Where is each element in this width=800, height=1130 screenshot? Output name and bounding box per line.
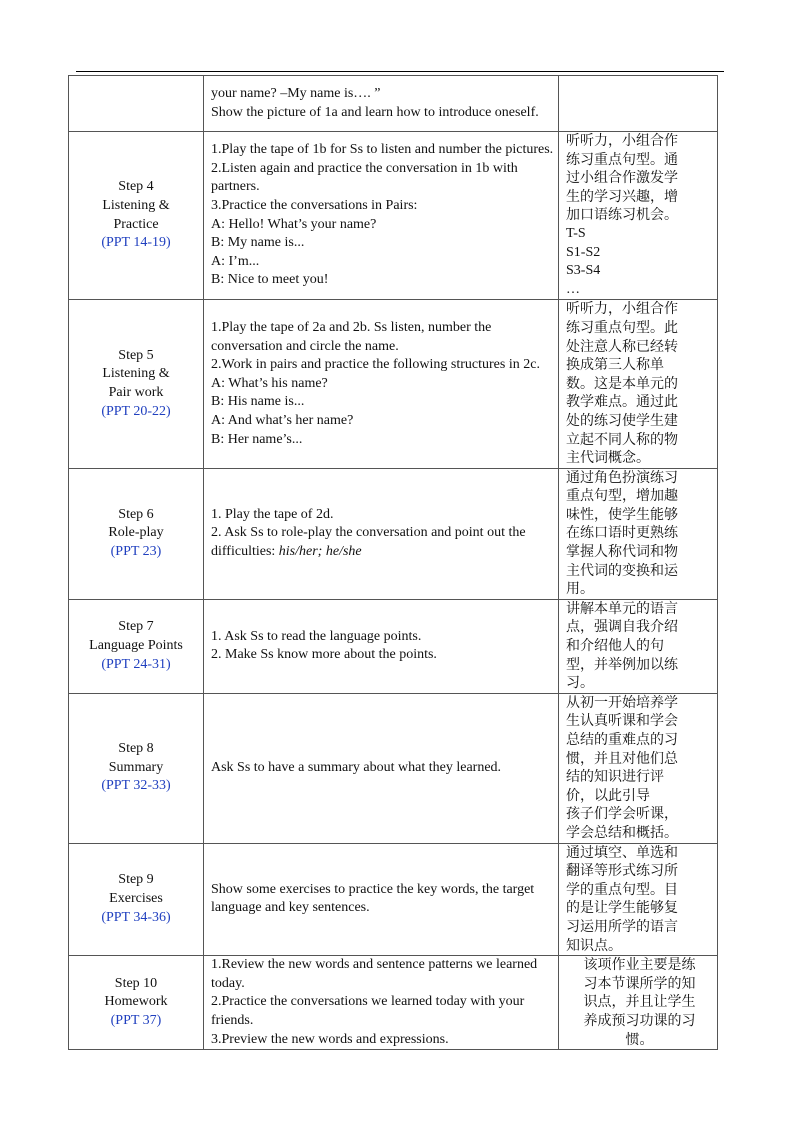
step-name: Pair work [108,385,164,401]
step-cell [69,132,204,300]
step-number: Step 5 [118,347,154,363]
step-name: Practice [113,216,159,232]
ppt-range: (PPT 23) [110,544,162,560]
header-rule [76,71,724,72]
ppt-range: (PPT 20-22) [101,403,171,419]
note-cell: 听听力，小组合作 练习重点句型。此 处注意人称已经转 换成第三人称单 数。这是本单元的 教学难点。通过此 处的练习使学生建 立起不同人称的物 主代词概念。 [559,300,718,468]
ppt-range: (PPT 14-19) [101,235,171,251]
procedure-cell: 1.Play the tape of 2a and 2b. Ss listen, number the conversation and circle the name. 2.Work in pairs and practice the following structures in 2c. A: What’s his name? B: His name is... A: And what’s her name? B: Her name’s... [204,300,559,468]
step-number: Step 7 [118,619,154,635]
emphasis-text: his/her; he/she [278,544,362,560]
step-cell [69,468,204,599]
table-row [69,843,718,956]
step-name: Listening & [102,366,170,382]
lesson-plan-table [68,75,718,1050]
step-cell [69,843,204,956]
step-number: Step 9 [118,872,154,888]
table-row [69,300,718,468]
step-name: Exercises [109,891,163,907]
note-cell: 通过角色扮演练习 重点句型，增加趣 味性，使学生能够 在练口语时更熟练 掌握人称代词和物 主代词的变换和运 用。 [559,468,718,599]
step-cell [69,599,204,693]
table-row [69,956,718,1050]
step-cell [69,693,204,843]
ppt-range: (PPT 34-36) [101,909,171,925]
step-number: Step 6 [118,506,154,522]
step-name: Role-play [108,525,164,541]
procedure-cell: your name? –My name is…. ” Show the picture of 1a and learn how to introduce oneself. [204,76,559,132]
step-number: Step 4 [118,179,154,195]
procedure-cell: 1. Ask Ss to read the language points. 2. Make Ss know more about the points. [204,599,559,693]
step-name: Summary [108,759,164,775]
procedure-cell: Ask Ss to have a summary about what they learned. [204,693,559,843]
note-cell: 通过填空、单选和 翻译等形式练习所 学的重点句型。目 的是让学生能够复 习运用所学的语言 知识点。 [559,843,718,956]
note-cell: 从初一开始培养学 生认真听课和学会 总结的重难点的习 惯，并且对他们总 结的知识进行评 价，以此引导 孩子们学会听课， 学会总结和概括。 [559,693,718,843]
procedure-cell: 1. Play the tape of 2d. 2. Ask Ss to role-play the conversation and point out the difficulties: his/her; he/she [204,468,559,599]
table-row [69,693,718,843]
step-number: Step 8 [118,741,154,757]
step-name: Listening & [102,198,170,214]
procedure-cell: Show some exercises to practice the key words, the target language and key sentences. [204,843,559,956]
step-cell [69,956,204,1050]
ppt-range: (PPT 24-31) [101,656,171,672]
ppt-range: (PPT 37) [110,1012,162,1028]
ppt-range: (PPT 32-33) [101,778,171,794]
step-number: Step 10 [114,975,158,991]
step-cell [69,300,204,468]
step-cell [69,76,204,132]
note-cell: 该项作业主要是练 习本节课所学的知 识点，并且让学生 养成预习功课的习 惯。 [559,956,718,1050]
note-cell: 讲解本单元的语言 点，强调自我介绍 和介绍他人的句 型，并举例加以练 习。 [559,599,718,693]
table-row [69,599,718,693]
procedure-cell: 1.Play the tape of 1b for Ss to listen and number the pictures. 2.Listen again and practice the conversation in 1b with partners. 3.Practice the conversations in Pairs: A: Hello! What’s your name? B: My name is... A: I’m... B: Nice to meet you! [204,132,559,300]
step-name: Language Points [89,638,183,654]
step-name: Homework [104,994,168,1010]
table-row [69,468,718,599]
note-cell [559,76,718,132]
procedure-cell: 1.Review the new words and sentence patterns we learned today. 2.Practice the conversations we learned today with your friends. 3.Preview the new words and expressions. [204,956,559,1050]
note-cell: 听听力，小组合作 练习重点句型。通 过小组合作激发学 生的学习兴趣，增 加口语练习机会。 T-S S1-S2 S3-S4 … [559,132,718,300]
table-row [69,132,718,300]
table-row [69,76,718,132]
